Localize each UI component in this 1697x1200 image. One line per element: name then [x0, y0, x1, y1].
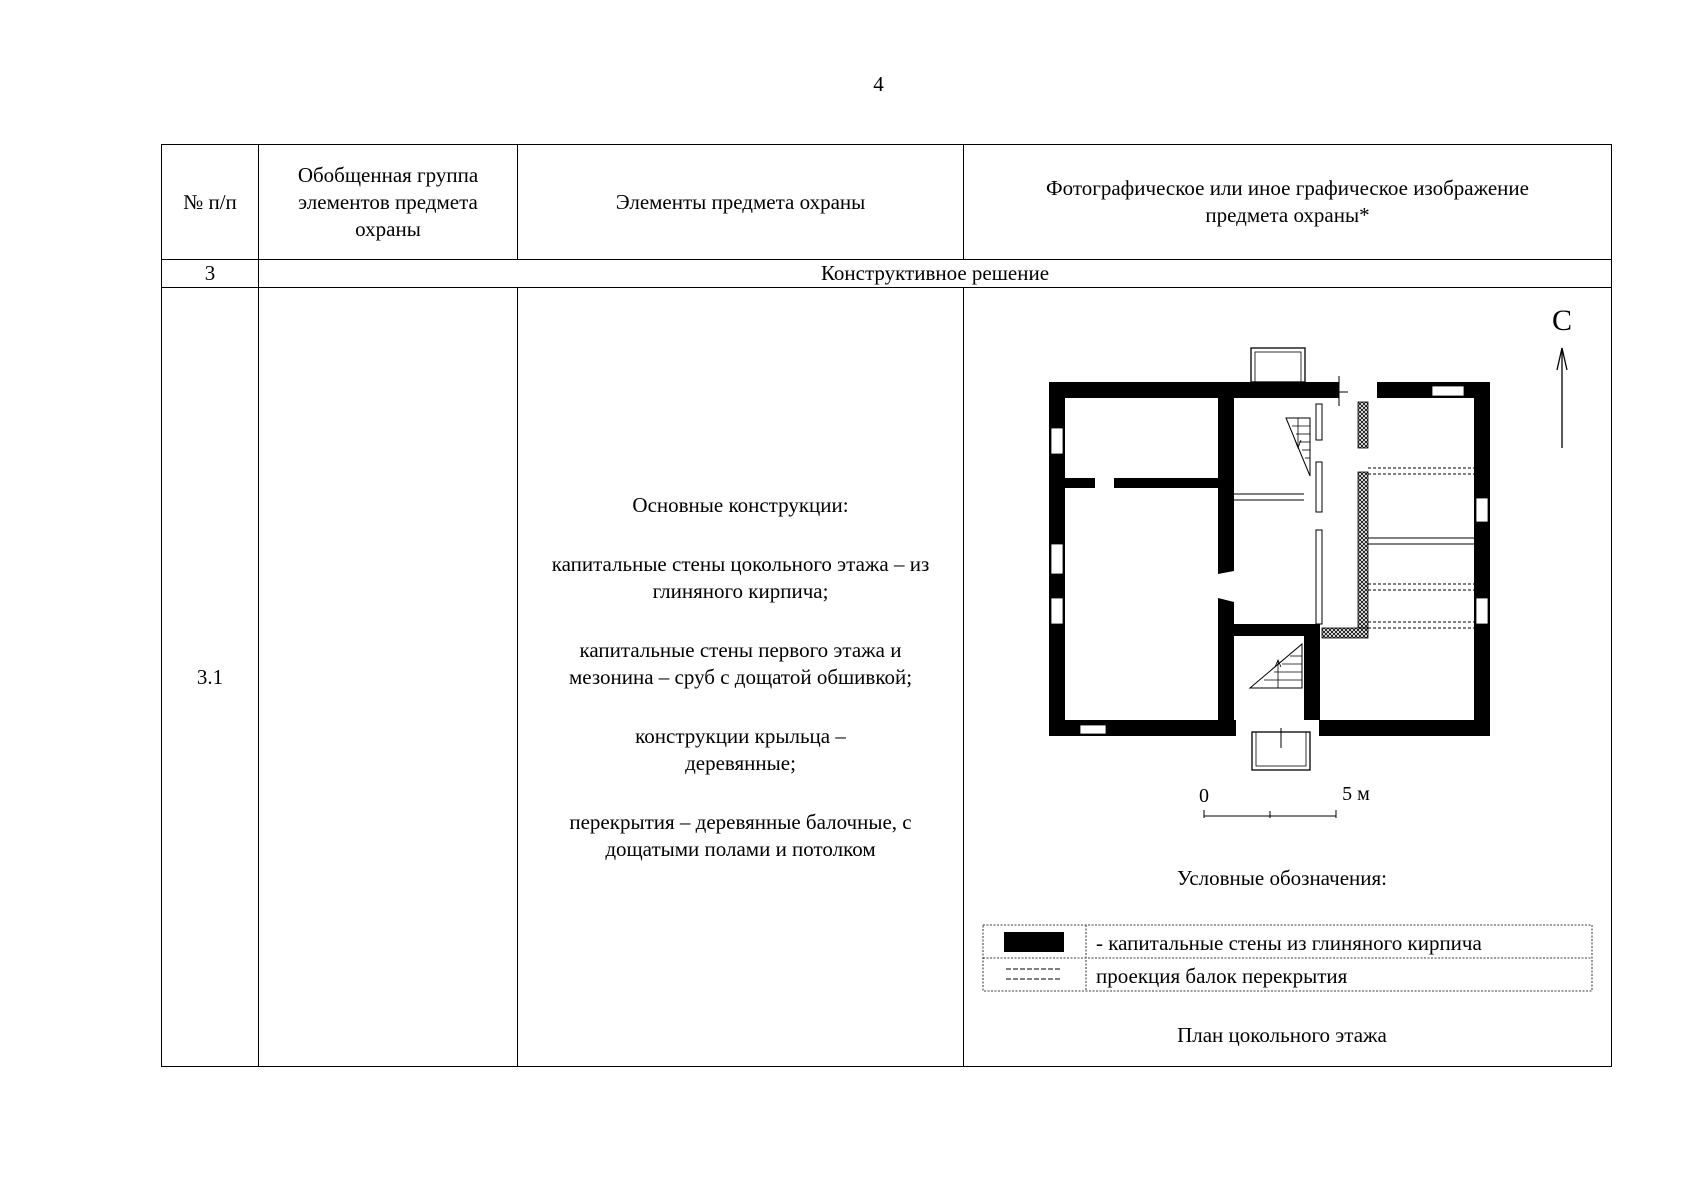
elements-heading: Основные конструкции: — [632, 492, 849, 517]
stair-icon — [1250, 644, 1302, 688]
element-item: капитальные стены первого этажа и мезонина – сруб с дощатой обшивкой; — [568, 637, 913, 689]
section-row — [162, 260, 1612, 288]
row-number: 3.1 — [162, 288, 259, 1067]
north-arrow-icon — [1557, 348, 1567, 448]
wall-legend-swatch — [1004, 932, 1064, 952]
floor-plan-drawing — [964, 288, 1612, 1067]
table-header-row — [162, 145, 1612, 260]
header-image: Фотографическое или иное графическое изображение предмета охраны* — [964, 145, 1612, 260]
scale-end-label: 5 м — [1342, 783, 1370, 805]
section-title: Конструктивное решение — [259, 260, 1612, 288]
header-elements: Элементы предмета охраны — [518, 145, 964, 260]
row-elements — [518, 288, 964, 1067]
floor-plan — [1049, 348, 1490, 770]
element-item: капитальные стены цокольного этажа – из глиняного кирпича; — [551, 551, 930, 603]
row-group — [259, 288, 518, 1067]
header-group: Обобщенная группа элементов предмета охраны — [259, 145, 518, 260]
north-label: С — [1551, 304, 1573, 337]
legend-title: Условные обозначения: — [1176, 866, 1388, 890]
scale-start-label: 0 — [1199, 785, 1209, 807]
image-cell — [964, 288, 1612, 1067]
stair-icon — [1286, 418, 1310, 476]
table-row — [162, 288, 1612, 1067]
legend-beam-label: проекция балок перекрытия — [1096, 964, 1348, 988]
legend-wall-label: - капитальные стены из глиняного кирпича — [1096, 931, 1482, 955]
scale-bar — [1204, 810, 1336, 818]
element-item: конструкции крыльца – деревянные; — [635, 723, 846, 775]
element-item: перекрытия – деревянные балочные, с дощатыми полами и потолком — [569, 809, 912, 861]
protection-table — [161, 144, 1612, 1067]
drawing-caption: План цокольного этажа — [1177, 1023, 1387, 1047]
page-number: 4 — [873, 72, 884, 96]
section-number: 3 — [162, 260, 259, 288]
header-number: № п/п — [162, 145, 259, 260]
